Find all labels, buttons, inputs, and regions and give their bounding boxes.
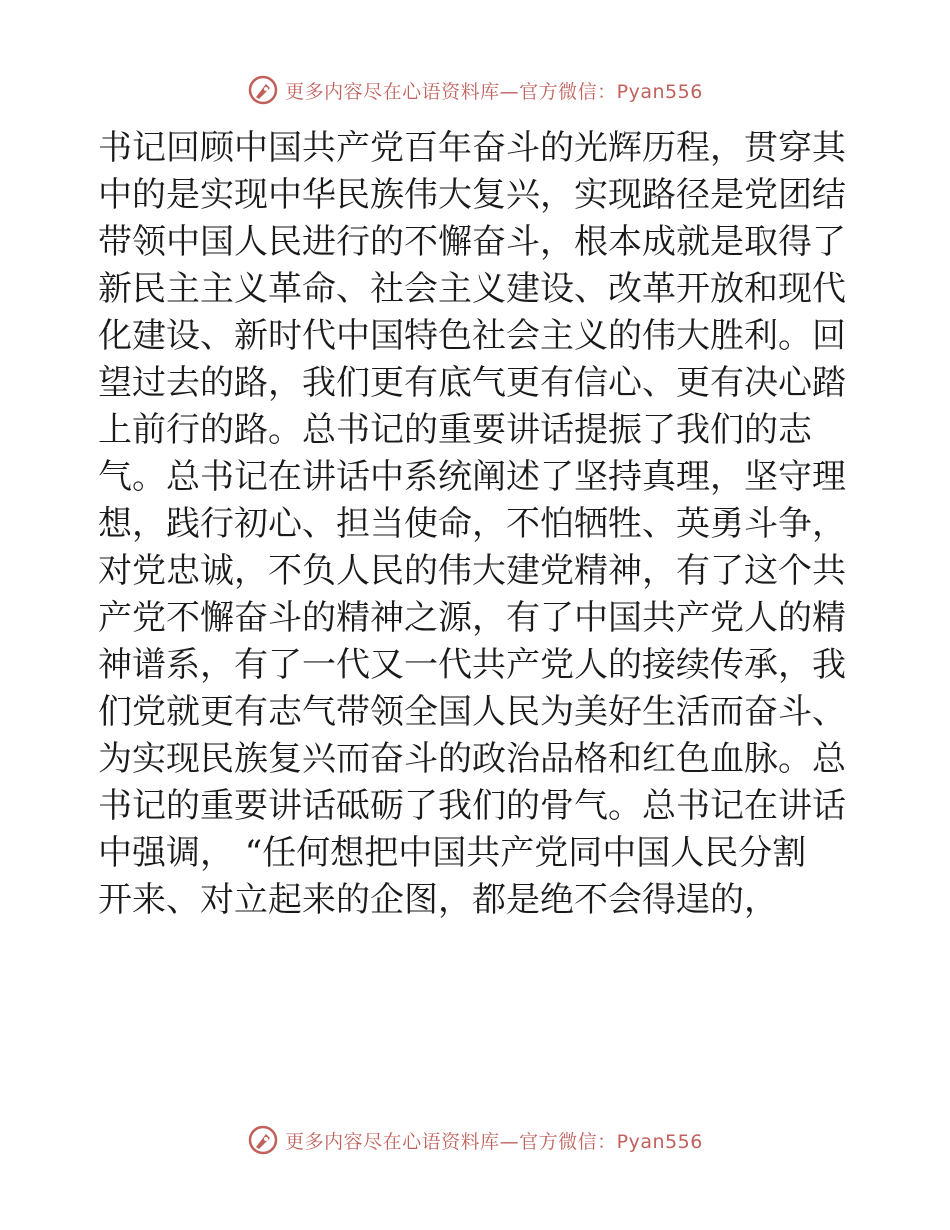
header-watermark [0,70,950,110]
watermark-text: 更多内容尽在心语资料库—官方微信：Pyan556 [285,1130,703,1153]
body-text-line: 对党忠诚，不负人民的伟大建党精神，有了这个共 [98,551,846,591]
body-text-line: 们党就更有志气带领全国人民为美好生活而奋斗、 [98,692,846,732]
body-text-line: 中的是实现中华民族伟大复兴，实现路径是党团结 [98,175,846,215]
pen-nib-logo-icon [247,74,279,106]
body-text-line: 望过去的路，我们更有底气更有信心、更有决心踏 [98,363,846,403]
body-text-line: 带领中国人民进行的不懈奋斗，根本成就是取得了 [98,222,846,262]
body-text-line: 开来、对立起来的企图，都是绝不会得逞的， [98,880,778,920]
body-text-line: 想，践行初心、担当使命，不怕牺牲、英勇斗争， [98,504,846,544]
body-text-line: 气。总书记在讲话中系统阐述了坚持真理，坚守理 [98,457,846,497]
pen-nib-logo-icon [247,1124,279,1156]
document-body [98,125,858,924]
watermark-text: 更多内容尽在心语资料库—官方微信：Pyan556 [285,80,703,103]
body-text-line: 书记的重要讲话砥砺了我们的骨气。总书记在讲话 [98,786,846,826]
body-text-line: 新民主主义革命、社会主义建设、改革开放和现代 [98,269,846,309]
body-text-line: 神谱系，有了一代又一代共产党人的接续传承，我 [98,645,846,685]
body-text-line: 产党不懈奋斗的精神之源，有了中国共产党人的精 [98,598,846,638]
body-text-line: 化建设、新时代中国特色社会主义的伟大胜利。回 [98,316,846,356]
body-text-line: 上前行的路。总书记的重要讲话提振了我们的志 [98,410,812,450]
body-text-line: 中强调， “任何想把中国共产党同中国人民分割 [98,833,807,873]
body-text-line: 书记回顾中国共产党百年奋斗的光辉历程，贯穿其 [98,128,846,168]
body-text-line: 为实现民族复兴而奋斗的政治品格和红色血脉。总 [98,739,846,779]
footer-watermark [0,1120,950,1160]
